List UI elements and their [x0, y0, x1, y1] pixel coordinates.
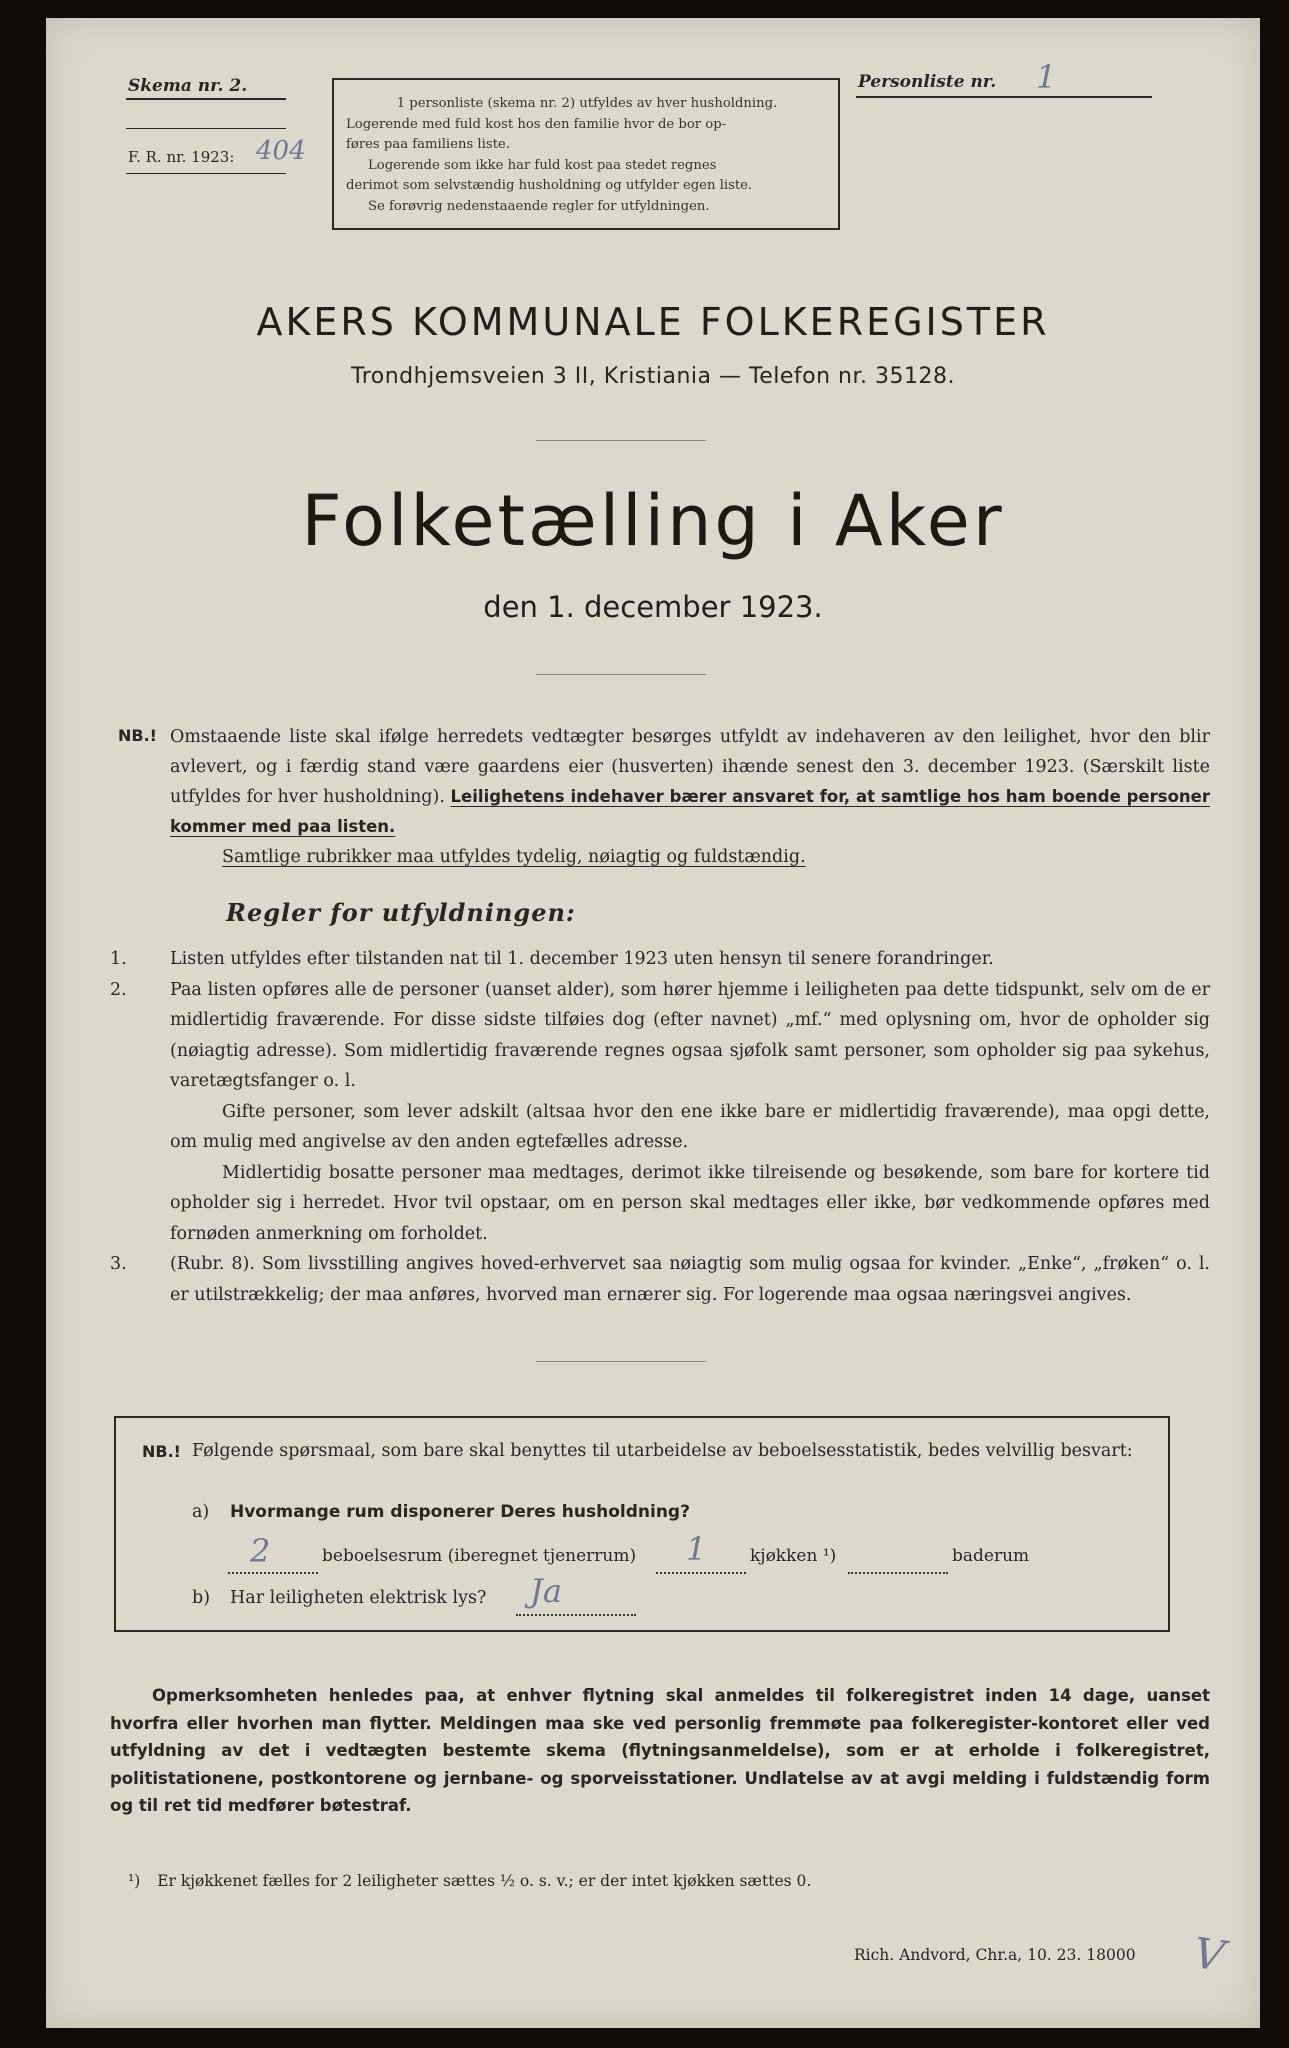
nb1-text: Omstaaende liste skal ifølge herredets vedtægter besørges utfyldt av indehaveren av den leilighet, hvor den blir avlevert, og i færdig stand være gaardens eier (husverten) ihænde senest den 3. december 1923. (Særskilt liste utfyldes for hver husholdning).: [170, 727, 1210, 807]
rule-text: Listen utfyldes efter tilstanden nat til 1. december 1923 uten hensyn til senere forandringer.: [170, 949, 994, 969]
question-b-text-content: Har leiligheten elektrisk lys?: [230, 1588, 487, 1608]
rule-text: (Rubr. 8). Som livsstilling angives hoved-erhvervet saa nøiagtig som mulig ogsaa for kvinder. „Enke“, „frøken“ o. l. er utilstrækkelig; der maa anføres, hvorved man ernærer sig. For logerende maa ogsaa næringsvei angives.: [170, 1254, 1210, 1305]
printer-imprint: Rich. Andvord, Chr.a, 10. 23. 18000: [854, 1946, 1136, 1964]
bath-label: baderum: [952, 1546, 1030, 1566]
schema-number-text: Skema nr. 2.: [128, 76, 248, 96]
divider-3: [536, 1361, 706, 1362]
divider-2: [536, 674, 706, 675]
question-b-text: [230, 1588, 486, 1608]
housing-questions-box: [114, 1416, 1170, 1632]
rule-item-2c: [110, 1158, 1210, 1250]
kitchen-label: kjøkken ¹): [750, 1546, 837, 1566]
rule-text: Paa listen opføres alle de personer (uanset alder), som hører hjemme i leiligheten paa dette tidspunkt, selv om de er midlertidig fraværende. For disse sidste tilføies dog (efter navnet) „mf.“ med oplysning om, hvor de opholder sig (nøiagtig adresse). Som midlertidig fraværende regnes ogsaa sjøfolk samt personer, som opholder sig paa sykehus, varetægtsfanger o. l.: [170, 979, 1210, 1091]
rules-list: [110, 944, 1210, 1310]
fr-value: 404: [256, 136, 306, 166]
electric-light-value: Ja: [530, 1572, 562, 1610]
instruction-box: [332, 78, 840, 230]
rule-item-2b: [110, 1097, 1210, 1158]
title-date: den 1. december 1923.: [483, 590, 823, 624]
rule-item-2: [110, 975, 1210, 1097]
box-line-2: Logerende med fuld kost hos den familie hvor de bor op-: [346, 116, 727, 132]
schema-underline: [126, 98, 286, 100]
rooms-field[interactable]: [228, 1532, 318, 1574]
footnote: [128, 1872, 811, 1890]
personliste-label: Personliste nr.: [858, 72, 997, 92]
footnote-text: Er kjøkkenet fælles for 2 leiligheter sættes ½ o. s. v.; er der intet kjøkken sættes 0.: [157, 1872, 812, 1890]
nb1-bold-text: Leilighetens indehaver bærer ansvaret for, at samtlige hos ham boende personer kommer med paa listen.: [170, 787, 1210, 836]
personliste-value: 1: [1036, 58, 1057, 96]
personliste-underline: [856, 96, 1152, 98]
electric-light-field[interactable]: [516, 1572, 636, 1616]
personliste: [858, 72, 996, 92]
office-name: AKERS KOMMUNALE FOLKEREGISTER: [256, 300, 1050, 344]
question-a-label: a): [192, 1502, 210, 1522]
moving-notice: Opmerksomheten henledes paa, at enhver flytning skal anmeldes til folkeregistret inden 14 dage, uanset hvorfra eller hvorhen man flytter. Meldingen maa ske ved personlig fremmøte paa folkeregister-kontoret eller ved utfyldning av det i vedtægten bestemte skema (flytningsanmeldelse), som er at erholde i folkeregistret, politistationene, postkontorene og jernbane- og sporveisstationer. Undlatelse av at avgi melding i fuldstændig form og til ret tid medfører bøtestraf.: [110, 1686, 1210, 1815]
nb1-body: [170, 722, 1210, 872]
nb1-requirement: Samtlige rubrikker maa utfyldes tydelig, nøiagtig og fuldstændig.: [222, 847, 806, 867]
divider-1: [536, 440, 706, 441]
box-line-5: derimot som selvstændig husholdning og utfylder egen liste.: [346, 178, 753, 193]
rule-number: 2.: [110, 979, 127, 1000]
office-address: Trondhjemsveien 3 II, Kristiania — Telefon nr. 35128.: [351, 364, 955, 389]
rule-item-1: [110, 944, 1210, 975]
question-b-label: b): [192, 1588, 211, 1608]
fr-label: F. R. nr. 1923:: [128, 148, 235, 166]
header-rule-left-1: [126, 128, 286, 129]
rule-text: Midlertidig bosatte personer maa medtages, derimot ikke tilreisende og besøkende, som bare for kortere tid opholder sig i herredet. Hvor tvil opstaar, om en person skal medtages eller ikke, bør vedkommende opføres med fornøden anmerkning om forholdet.: [170, 1162, 1210, 1244]
box-line-1: 1 personliste (skema nr. 2) utfyldes av hver husholdning.: [396, 96, 778, 111]
rule-item-3: [110, 1249, 1210, 1310]
nb1-label: NB.!: [118, 726, 157, 745]
nb2-label: NB.!: [142, 1442, 181, 1461]
schema-number: [128, 76, 247, 96]
kitchen-value: 1: [686, 1530, 707, 1568]
footnote-mark: ¹): [128, 1872, 141, 1890]
fr-number: [128, 148, 234, 166]
box-line-4: Logerende som ikke har fuld kost paa stedet regnes: [368, 157, 717, 173]
check-mark: V: [1190, 1928, 1228, 1981]
rule-number: 3.: [110, 1254, 127, 1274]
census-form-sheet: [46, 18, 1260, 2028]
header-rule-left-2: [126, 173, 286, 174]
rule-text: Gifte personer, som lever adskilt (altsaa hvor den ene ikke bare er midlertidig fraværende), maa opgi dette, om mulig med angivelse av den anden egtefælles adresse.: [170, 1101, 1210, 1152]
box-line-6: Se forøvrig nedenstaaende regler for utfyldningen.: [368, 198, 710, 214]
box-line-3: føres paa familiens liste.: [346, 137, 510, 152]
main-title: Folketælling i Aker: [301, 480, 1005, 562]
rules-heading: Regler for utfyldningen:: [226, 898, 576, 927]
kitchen-field[interactable]: [656, 1530, 746, 1574]
rooms-label: beboelsesrum (iberegnet tjenerrum): [322, 1546, 637, 1566]
rooms-value: 2: [250, 1532, 271, 1570]
nb2-intro: Følgende spørsmaal, som bare skal benyttes til utarbeidelse av beboelsesstatistik, bedes velvillig besvart:: [192, 1441, 1133, 1461]
question-a-text: Hvormange rum disponerer Deres husholdning?: [230, 1502, 690, 1522]
rule-number: 1.: [110, 949, 127, 969]
bath-field[interactable]: [848, 1542, 948, 1574]
